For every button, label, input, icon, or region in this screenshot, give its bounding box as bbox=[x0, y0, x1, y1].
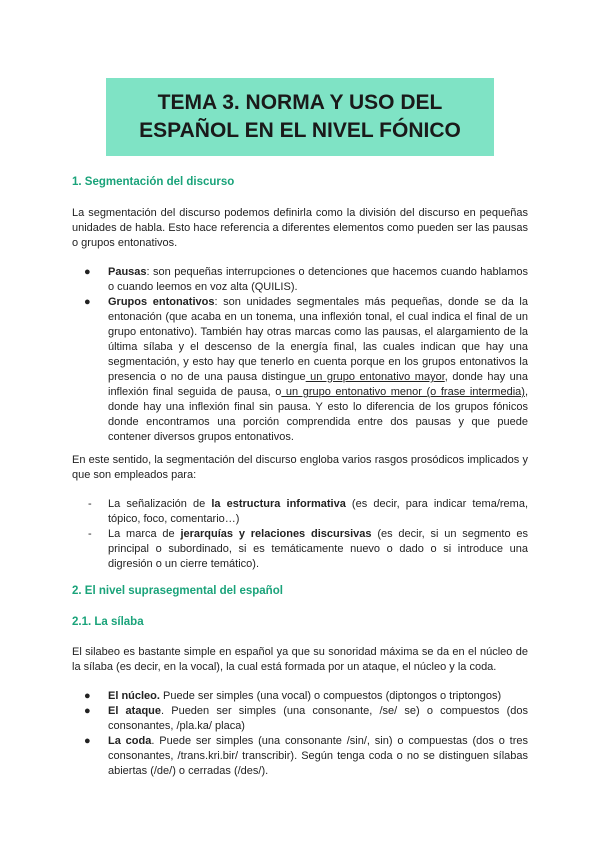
term-nucleo: El núcleo. bbox=[108, 690, 160, 702]
term-grupos-entonativos: Grupos entonativos bbox=[108, 296, 215, 308]
underlined-term: un grupo entonativo mayor bbox=[305, 371, 445, 383]
list-item bbox=[72, 295, 528, 445]
dash-list-prosodic bbox=[72, 497, 528, 572]
page-title bbox=[106, 78, 494, 156]
list-item bbox=[72, 689, 528, 704]
bullet-marker: ● bbox=[84, 735, 91, 747]
bullet-marker: ● bbox=[84, 690, 91, 702]
term-ataque: El ataque bbox=[108, 705, 162, 717]
section-heading-2: 2. El nivel suprasegmental del español bbox=[72, 585, 283, 597]
bullet-list-segmentation bbox=[72, 265, 528, 445]
definition-part: : son unidades segmentales más pequeñas, donde se da la entonación (que acaba en un tonema, una inflexión tonal, el cual indica el final de un grupo entonativo). También hay otras marcas como las pausas, el alargamiento de la última sílaba y el descenso de la energía final, las cuales indican que hay una segmentación, y esto hay que tenerlo en cuenta porque en los grupos entonativos la presencia o no de una pausa distingue bbox=[108, 296, 528, 383]
title-line-1: TEMA 3. NORMA Y USO DEL bbox=[157, 91, 443, 114]
definition-part: , donde hay una inflexión final seguida de pausa, o bbox=[108, 371, 529, 398]
definition-ataque: . Pueden ser simples (una consonante, /se/ se) o compuestos (dos consonantes, /pla.ka/ placa) bbox=[108, 705, 528, 732]
intro-paragraph: La segmentación del discurso podemos definirla como la división del discurso en pequeñas unidades de habla. Esto hace referencia a diferentes elementos como pueden ser las pausas o grupos entonativos. bbox=[72, 207, 528, 249]
section-heading-1: 1. Segmentación del discurso bbox=[72, 176, 235, 188]
list-item bbox=[72, 527, 528, 572]
dash-marker: - bbox=[88, 498, 92, 510]
silabeo-paragraph: El silabeo es bastante simple en español ya que su sonoridad máxima se da en el núcleo de la sílaba (es decir, en la vocal), la cual está formada por un ataque, el núcleo y la coda. bbox=[72, 646, 528, 673]
bullet-list-syllable bbox=[72, 689, 528, 779]
list-item bbox=[72, 734, 528, 779]
definition-nucleo: Puede ser simples (una vocal) o compuestos (diptongos o triptongos) bbox=[159, 690, 502, 702]
definition-pausas: : son pequeñas interrupciones o detenciones que hacemos cuando hablamos o cuando leemos en voz alta (QUILIS). bbox=[108, 266, 528, 293]
item-bold: la estructura informativa bbox=[211, 498, 346, 510]
definition-part: , donde hay una inflexión final sin pausa. Y esto lo diferencia de los grupos fónicos donde encontramos una porción comprendida entre dos pausas y que puede contener diversos grupos entonativos. bbox=[108, 386, 528, 443]
term-pausas: Pausas bbox=[108, 266, 147, 278]
term-coda: La coda bbox=[108, 735, 152, 747]
list-item bbox=[72, 497, 528, 527]
title-line-2: ESPAÑOL EN EL NIVEL FÓNICO bbox=[139, 119, 461, 142]
item-text: La marca de bbox=[108, 528, 181, 540]
bullet-marker: ● bbox=[84, 266, 91, 278]
list-item bbox=[72, 265, 528, 295]
sentido-paragraph: En este sentido, la segmentación del discurso engloba varios rasgos prosódicos implicados y que son empleados para: bbox=[72, 454, 528, 481]
bullet-marker: ● bbox=[84, 296, 91, 308]
item-bold: jerarquías y relaciones discursivas bbox=[180, 528, 372, 540]
subsection-heading-2-1: 2.1. La sílaba bbox=[72, 616, 144, 628]
item-text: (es decir, para indicar tema/rema, tópico, foco, comentario…) bbox=[108, 498, 528, 525]
definition-coda: . Puede ser simples (una consonante /sin/, sin) o compuestas (dos o tres consonantes, /trans.kri.bir/ transcribir). Según tenga coda o no se distinguen sílabas abiertas (/de/) o cerradas (/des/). bbox=[108, 735, 528, 777]
item-text: La señalización de bbox=[108, 498, 212, 510]
item-text: (es decir, si un segmento es principal o subordinado, si es temáticamente nuevo o dado o si introduce una digresión o un cierre temático). bbox=[108, 528, 529, 570]
bullet-marker: ● bbox=[84, 705, 91, 717]
list-item bbox=[72, 704, 528, 734]
underlined-term: un grupo entonativo menor (o frase intermedia) bbox=[281, 386, 525, 398]
dash-marker: - bbox=[88, 528, 92, 540]
